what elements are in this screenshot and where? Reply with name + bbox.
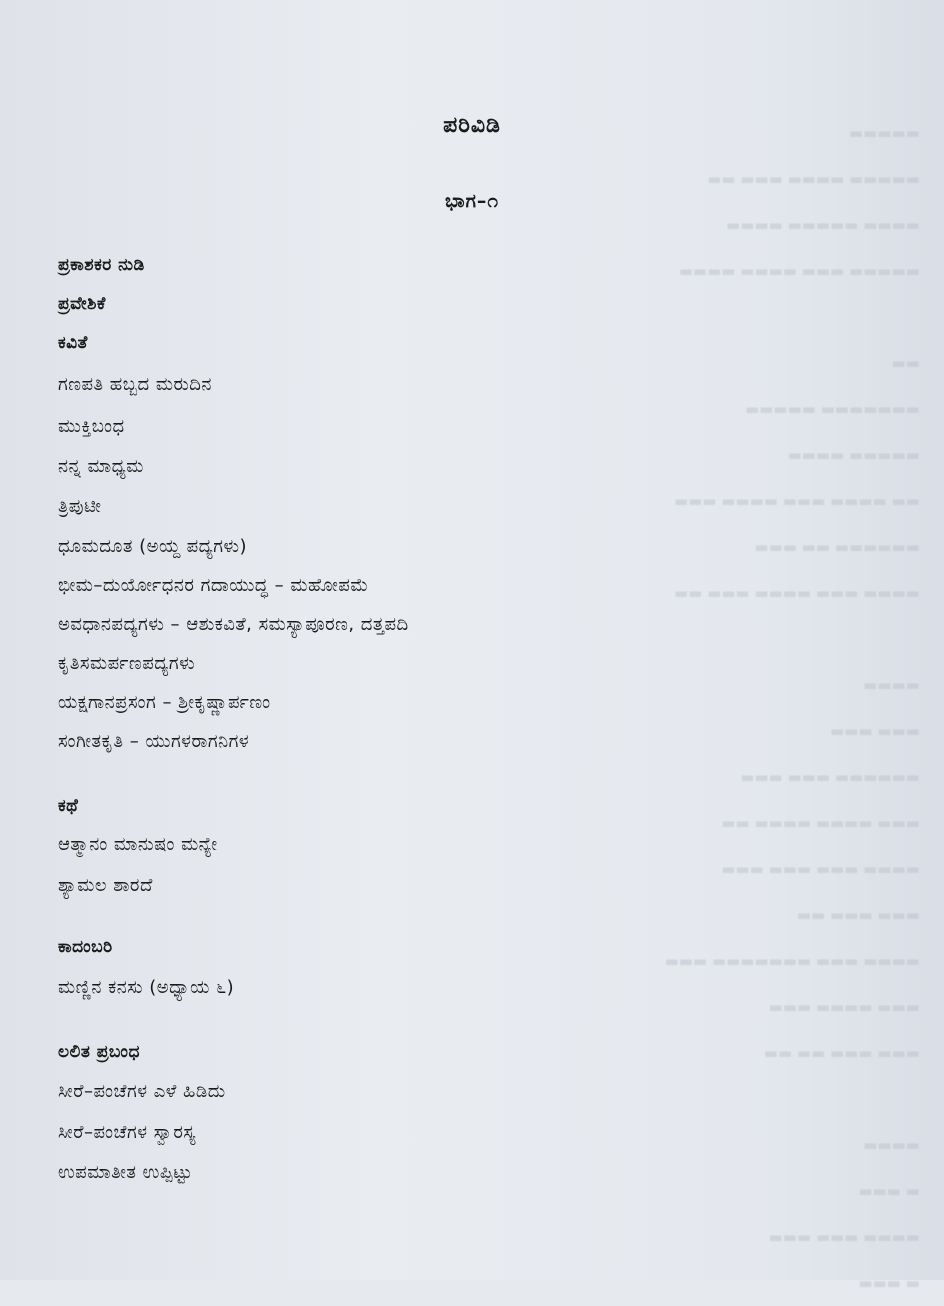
- page-title: ಪರಿವಿಡಿ: [443, 113, 501, 138]
- toc-entry: ಶ್ಯಾಮಲ ಶಾರದೆ: [58, 875, 153, 896]
- toc-entry: ತ್ರಿಪುಟೀ: [58, 496, 102, 517]
- toc-entry: ಅವಧಾನಪದ್ಯಗಳು – ಆಶುಕವಿತೆ, ಸಮಸ್ಯಾಪೂರಣ, ದತ್ತಪದಿ: [58, 614, 409, 635]
- toc-entry: ಮಣ್ಣಿನ ಕನಸು (ಅಧ್ಯಾಯ ೬): [58, 977, 235, 998]
- toc-section-heading: ಪ್ರವೇಶಿಕೆ: [58, 294, 106, 314]
- toc-entry: ಭೀಮ–ದುರ್ಯೋಧನರ ಗದಾಯುದ್ಧ – ಮಹೋಪಮೆ: [58, 575, 369, 596]
- toc-entry: ಸೀರೆ–ಪಂಚೆಗಳ ಸ್ವಾರಸ್ಯ: [58, 1122, 196, 1143]
- toc-entry: ನನ್ನ ಮಾಧ್ಯಮ: [58, 456, 144, 477]
- toc-section-heading: ಲಲಿತ ಪ್ರಬಂಧ: [58, 1042, 140, 1062]
- toc-section-heading: ಕಥೆ: [58, 796, 79, 816]
- toc-entry: ಸಂಗೀತಕೃತಿ – ಯುಗಳರಾಗನಿಗಳ: [58, 731, 250, 752]
- toc-section-heading: ಕಾದಂಬರಿ: [58, 937, 113, 957]
- part-heading: ಭಾಗ–೧: [444, 190, 500, 212]
- bleed-through-text: ▬▬▬▬▬ ▬▬▬▬▬ ▬▬▬▬ ▬▬▬ ▬▬ ▬▬▬▬ ▬▬▬▬▬ ▬▬▬▬ ▬▬▬▬▬ ▬▬▬ ▬▬▬▬ ▬▬▬▬ ▬▬ ▬▬▬▬▬▬▬ ▬▬▬▬▬ ▬▬▬▬▬ ▬▬▬▬ ▬▬ ▬▬▬▬ ▬▬▬ ▬▬▬▬ ▬▬▬ ▬▬▬▬▬▬ ▬▬ ▬▬▬ ▬▬▬▬ ▬▬▬ ▬▬▬▬ ▬▬▬ ▬▬ ▬▬▬▬ ▬▬▬ ▬▬▬ ▬▬▬▬▬▬ ▬▬▬ ▬▬▬ ▬▬▬ ▬▬▬▬ ▬▬▬▬ ▬▬ ▬▬▬▬ ▬▬▬ ▬▬▬ ▬▬▬ ▬▬▬ ▬▬▬ ▬▬ ▬▬▬▬ ▬▬▬ ▬▬▬▬▬▬▬ ▬▬▬ ▬▬▬ ▬▬▬▬ ▬▬▬ ▬▬▬ ▬▬▬ ▬▬ ▬▬ ▬▬▬▬ ▬ ▬▬▬ ▬▬▬▬ ▬▬▬ ▬▬▬ ▬ ▬▬▬: [664, 124, 920, 1292]
- toc-entry: ಕೃತಿಸಮರ್ಪಣಪದ್ಯಗಳು: [58, 653, 196, 674]
- toc-section-heading: ಕವಿತೆ: [58, 333, 88, 353]
- toc-entry: ಆತ್ಮಾನಂ ಮಾನುಷಂ ಮನ್ಯೇ: [58, 834, 218, 855]
- toc-entry: ಯಕ್ಷಗಾನಪ್ರಸಂಗ – ಶ್ರೀಕೃಷ್ಣಾರ್ಪಣಂ: [58, 692, 271, 713]
- toc-entry: ಉಪಮಾತೀತ ಉಪ್ಪಿಟ್ಟು: [58, 1162, 193, 1183]
- toc-entry: ಮುಕ್ತಿಬಂಧ: [58, 416, 125, 437]
- toc-entry: ಸೀರೆ–ಪಂಚೆಗಳ ಎಳೆ ಹಿಡಿದು: [58, 1081, 226, 1102]
- toc-entry: ಗಣಪತಿ ಹಬ್ಬದ ಮರುದಿನ: [58, 374, 212, 395]
- toc-entry: ಧೂಮದೂತ (ಅಯ್ದ ಪದ್ಯಗಳು): [58, 536, 248, 557]
- toc-section-heading: ಪ್ರಕಾಶಕರ ನುಡಿ: [58, 255, 145, 275]
